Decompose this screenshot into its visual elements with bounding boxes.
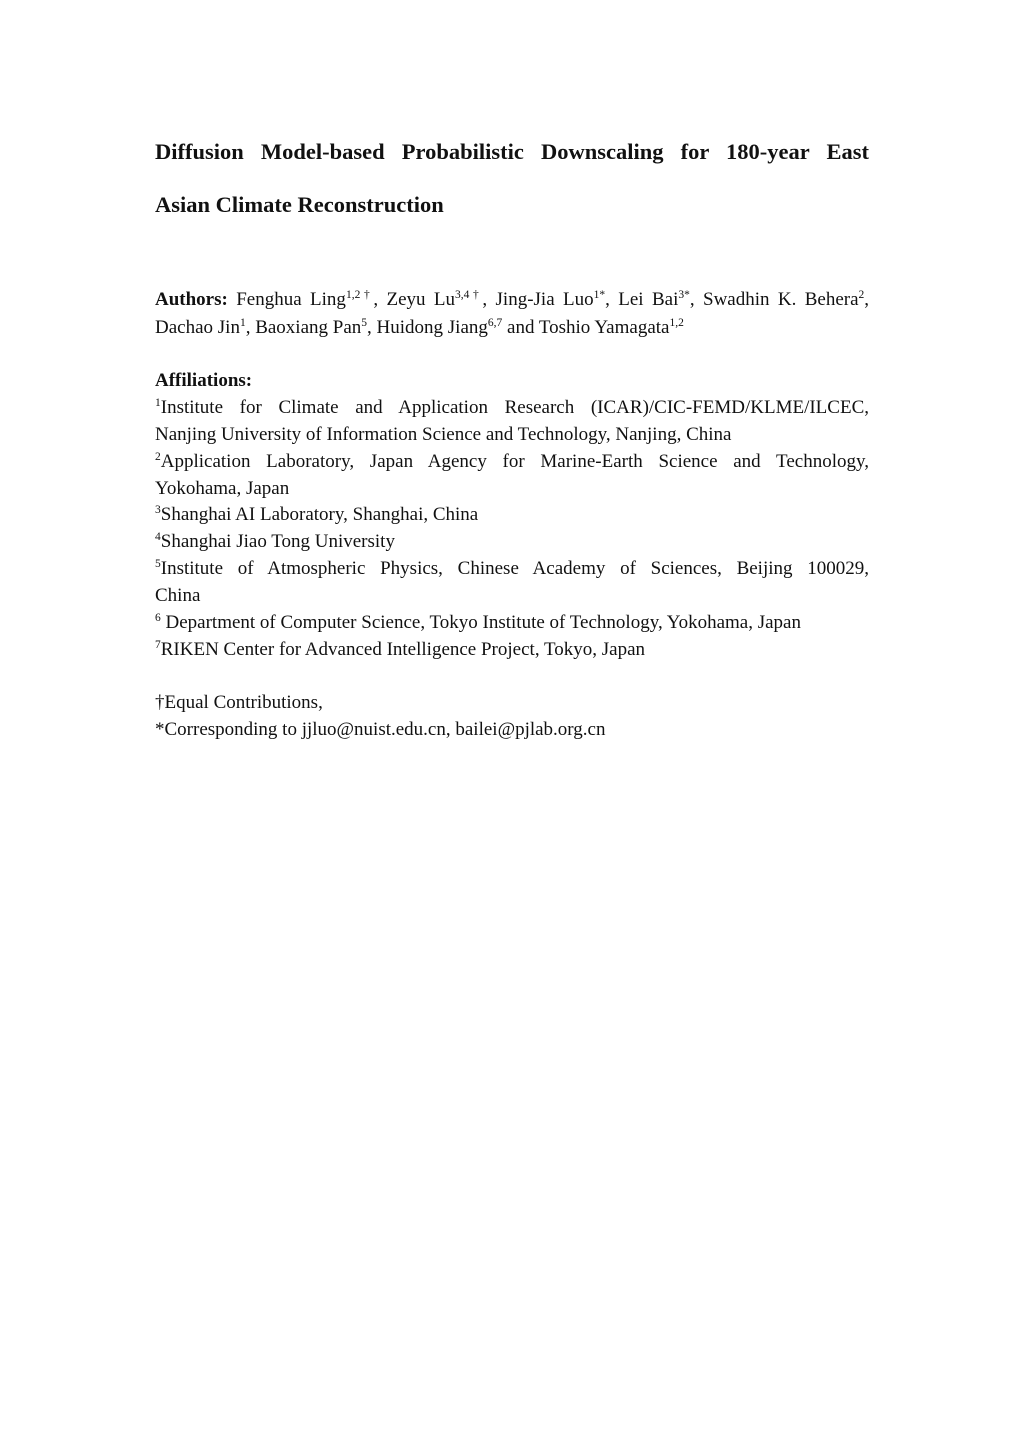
affiliation-text: Shanghai Jiao Tong University	[160, 531, 395, 552]
affiliation-number: 5	[155, 558, 161, 570]
affiliation-item-5	[155, 555, 869, 582]
author-name: Swadhin K. Behera	[703, 289, 859, 310]
author-separator: ,	[605, 289, 619, 310]
affiliation-number: 3	[155, 504, 161, 516]
author-name: Toshio Yamagata	[538, 317, 670, 338]
author-affiliation-sup: 1,2	[669, 317, 684, 329]
author-name: Lei Bai	[618, 289, 679, 310]
author-separator: ,	[245, 317, 256, 338]
affiliation-item-2-continued: Yokohama, Japan	[155, 478, 290, 499]
author-affiliation-sup: 3,4†	[455, 289, 483, 301]
affiliation-text: Institute of Atmospheric Physics, Chinese Academy of Sciences, Beijing 100029,	[160, 558, 869, 579]
author-separator: ,	[689, 289, 703, 310]
affiliation-item-1-continued: Nanjing University of Information Science and Technology, Nanjing, China	[155, 424, 732, 445]
paper-title-line-2: Asian Climate Reconstruction	[155, 192, 444, 217]
author-name: Zeyu Lu	[386, 289, 455, 310]
authors-label: Authors:	[155, 289, 228, 310]
author-affiliation-sup: 2	[858, 289, 865, 301]
affiliation-number: 6	[155, 612, 161, 624]
affiliation-number: 7	[155, 639, 161, 651]
author-affiliation-sup: 3*	[678, 289, 690, 301]
author-name: Fenghua Ling	[236, 289, 346, 310]
affiliation-item-2	[155, 448, 869, 475]
authors-line-2	[155, 314, 869, 341]
affiliation-number: 1	[155, 397, 161, 409]
equal-contribution-note: †Equal Contributions,	[155, 692, 323, 713]
author-name: Dachao Jin	[155, 317, 240, 338]
author-name: Jing-Jia Luo	[495, 289, 594, 310]
author-affiliation-sup: 6,7	[487, 317, 503, 329]
author-affiliation-sup: 5	[361, 317, 368, 329]
affiliation-text: Shanghai AI Laboratory, Shanghai, China	[160, 504, 479, 525]
authors-line-1	[155, 286, 869, 313]
affiliation-text: Institute for Climate and Application Research (ICAR)/CIC-FEMD/KLME/ILCEC,	[160, 397, 869, 418]
affiliation-item-4	[155, 528, 869, 555]
author-separator: ,	[373, 289, 387, 310]
author-name: Huidong Jiang	[376, 317, 488, 338]
affiliation-item-1	[155, 394, 869, 421]
corresponding-author-note: *Corresponding to jjluo@nuist.edu.cn, bailei@pjlab.org.cn	[155, 719, 606, 740]
author-affiliation-sup: 1,2†	[345, 289, 374, 301]
author-affiliation-sup: 1*	[593, 289, 606, 301]
affiliation-text: RIKEN Center for Advanced Intelligence Project, Tokyo, Japan	[160, 639, 646, 660]
author-affiliation-sup: 1	[239, 317, 246, 329]
affiliation-number: 2	[155, 451, 161, 463]
affiliation-item-6	[155, 609, 869, 636]
author-separator: ,	[864, 289, 870, 310]
author-separator: ,	[367, 317, 377, 338]
author-name: Baoxiang Pan	[255, 317, 362, 338]
affiliation-text: Application Laboratory, Japan Agency for Marine-Earth Science and Technology,	[160, 451, 869, 472]
author-separator: and	[502, 317, 539, 338]
affiliation-number: 4	[155, 531, 161, 543]
affiliation-item-5-continued: China	[155, 585, 201, 606]
affiliation-item-3	[155, 501, 869, 528]
affiliation-item-7	[155, 636, 869, 663]
author-separator: ,	[482, 289, 496, 310]
affiliation-text: Department of Computer Science, Tokyo Institute of Technology, Yokohama, Japan	[160, 612, 801, 633]
paper-title-line-1: Diffusion Model-based Probabilistic Downscaling for 180-year East	[155, 139, 869, 164]
affiliations-heading: Affiliations:	[155, 370, 253, 391]
